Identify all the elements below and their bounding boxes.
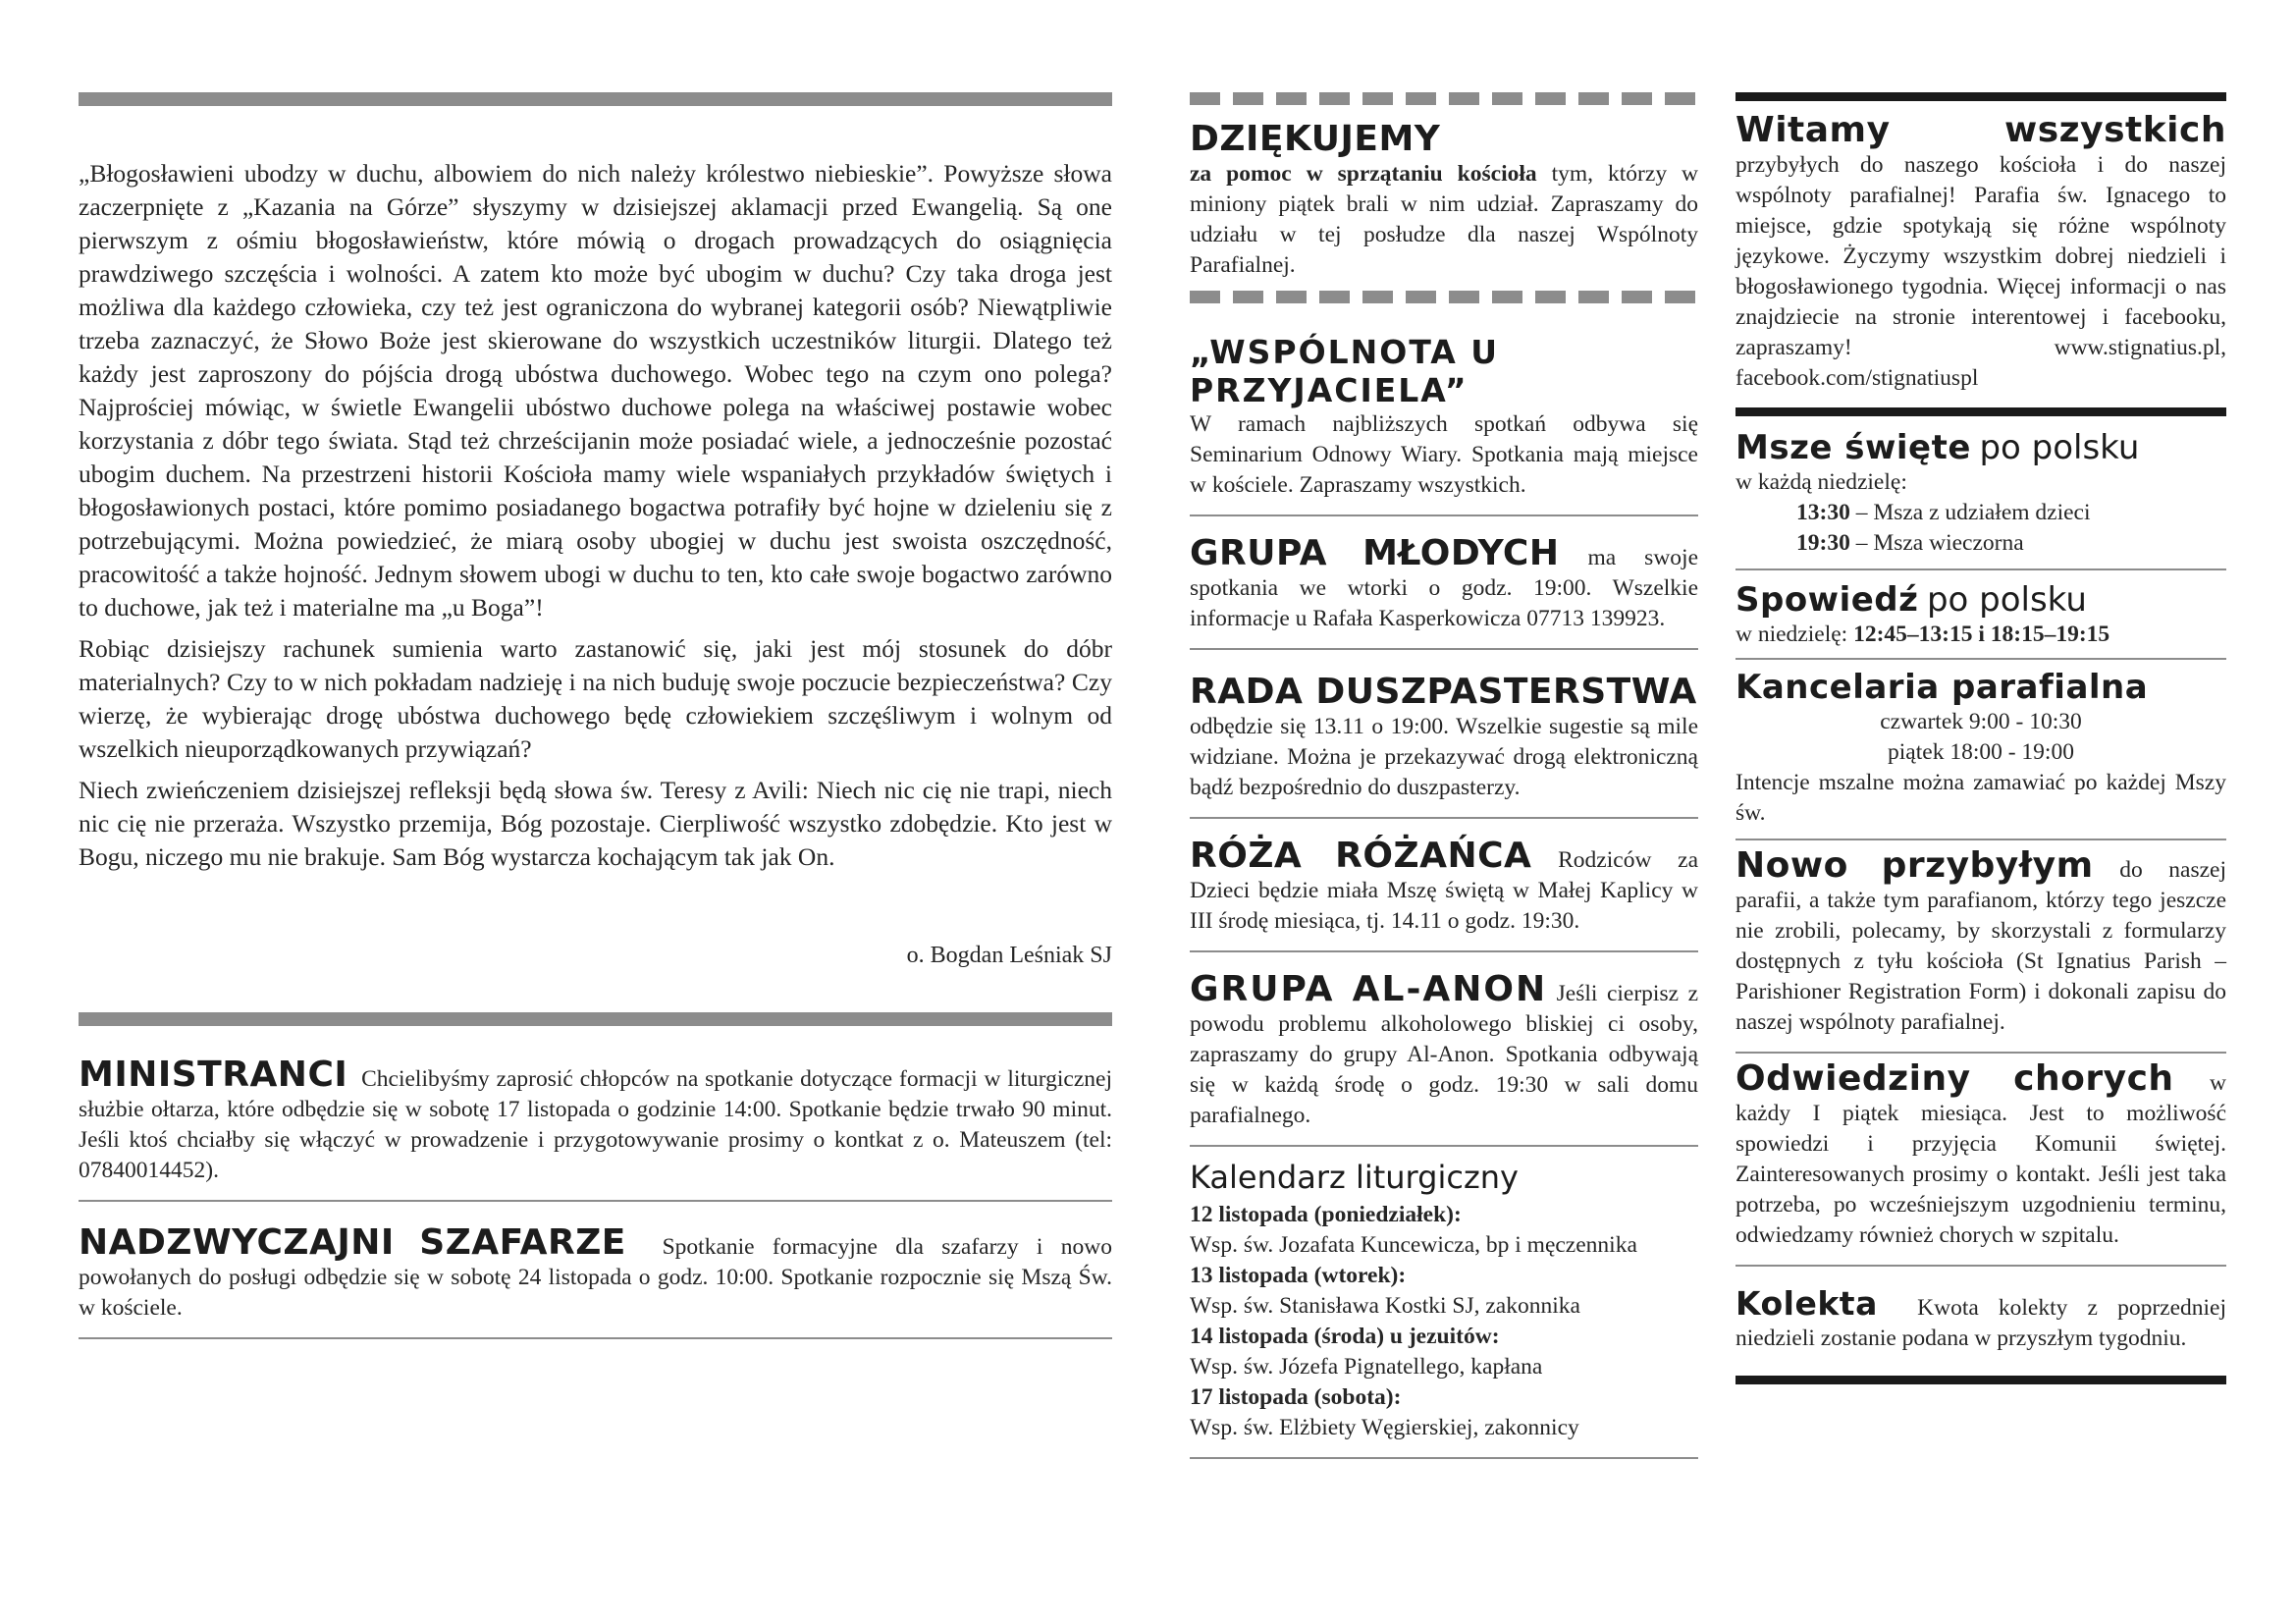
office-note: Intencje mszalne można zamawiać po każdej Mszy św. [1735,770,2226,826]
left-column [79,92,1112,1339]
top-divider [79,92,1112,106]
mass-entry: 19:30 – Msza wieczorna [1796,530,2024,556]
calendar-title: Kalendarz liturgiczny [1190,1159,1519,1196]
sick-title: Odwiedziny chorych [1735,1058,2174,1099]
rada-title: RADA DUSZPASTERSTWA [1190,672,1697,712]
reflection-paragraph-2: Robiąc dzisiejszy rachunek sumienia warto zastanowić się, jaki jest mój stosunek do dóbr materialnych? Czy to w nich pokładam nadzieję i na nich buduję swoje poczucie bezpieczeństwa? Czy wierzę, że wybierając drogę ubóstwa duchowego będę człowiekiem szczęśliwym i wolnym od wszelkich nieuporządkowanych przywiązań? [79,634,1112,763]
kolekta-text: Kwota kolekty z poprzedniej niedzieli zostanie podana w przyszłym tygodniu. [1735,1295,2227,1351]
calendar-feast: Wsp. św. Stanisława Kostki SJ, zakonnika [1190,1293,1580,1319]
calendar-date: 14 listopada (środa) u jezuitów: [1190,1324,1500,1349]
thanks-notice [1190,159,1698,281]
office-hours-1: czwartek 9:00 - 10:30 [1880,709,2082,734]
mlodzi-notice [1190,533,1698,634]
kolekta-title: Kolekta [1735,1284,1878,1323]
alanon-title: GRUPA AL-ANON [1190,969,1548,1009]
mlodzi-title: GRUPA MŁODYCH [1190,533,1560,573]
ministranci-notice [79,1055,1112,1186]
rule [79,1337,1112,1339]
calendar-entry [1190,1261,1698,1322]
office-hours-2: piątek 18:00 - 19:00 [1888,739,2074,765]
calendar-entry [1190,1322,1698,1382]
dashed-divider [1190,291,1698,303]
wspolnota-title: „WSPÓLNOTA U PRZYJACIELA” [1190,333,1500,409]
welcome-text: przybyłych do naszego kościoła i do naszej wspólnoty parafialnej! Parafia św. Ignacego to miejsce, gdzie spotykają się różne wspólnoty językowe. Życzymy wszystkim dobrej niedzieli i błogosławionego tygodnia. Więcej informacji o nas znajdziecie na stronie interentowej i facebooku, zapraszamy! www.stignatius.pl, facebook.com/stignatiuspl [1735,152,2226,391]
reflection-paragraph-3: Niech zwieńczeniem dzisiejszej refleksji będą słowa św. Teresy z Avili: Niech nic cię nie trapi, niech nic cię nie przeraża. Wszystko przemija, Bóg pozostaje. Cierpliwość wszystko zdobędzie. Kto jest w Bogu, niczego mu nie brakuje. Sam Bóg wystarcza kochającym tak jak On. [79,776,1112,871]
newcomers-title: Nowo przybyłym [1735,845,2094,886]
ministranci-text: Chcielibyśmy zaprosić chłopców na spotkanie dotyczące formacji w liturgicznej służbie ołtarza, które odbędzie się w sobotę 17 listopada o godzinie 14:00. Spotkanie będzie trwało 90 minut. Jeśli ktoś chciałby się włączyć w prowadzenie i przygotowywanie prosimy o kontkat z o. Mateuszem (tel: 07840014452). [79,1066,1112,1183]
signature: o. Bogdan Leśniak SJ [906,943,1112,968]
sick-notice [1735,1058,2227,1251]
welcome-notice [1735,110,2226,394]
calendar-feast: Wsp. św. Józefa Pignatellego, kapłana [1190,1354,1543,1380]
kolekta-notice [1735,1284,2227,1354]
confession-title: Spowiedź po polsku [1735,580,2087,620]
roza-text: Rodziców za Dzieci będzie miała Mszę świętą w Małej Kaplicy w III środę miesiąca, tj. 14.11 o godz. 19:30. [1190,847,1699,934]
szafarze-text: Spotkanie formacyjne dla szafarzy i nowo powołanych do posługi odbędzie się w sobotę 24 listopada o godz. 10:00. Spotkanie rozpocznie się Mszą Św. w kościele. [79,1234,1113,1321]
calendar-date: 12 listopada (poniedziałek): [1190,1202,1462,1227]
calendar-list [1190,1200,1698,1443]
top-divider [1735,92,2226,101]
calendar-date: 17 listopada (sobota): [1190,1384,1402,1410]
calendar-date: 13 listopada (wtorek): [1190,1263,1407,1288]
bottom-divider [1735,1376,2226,1384]
wspolnota-text: W ramach najbliższych spotkań odbywa się Seminarium Odnowy Wiary. Spotkania mają miejsce w kościele. Zapraszamy wszystkich. [1190,411,1698,498]
roza-notice [1190,836,1699,937]
rule [1190,1457,1698,1459]
reflection-paragraph-1: „Błogosławieni ubodzy w duchu, albowiem do nich należy królestwo niebieskie”. Powyższe słowa zaczerpnięte z „Kazania na Górze” słyszymy w dzisiejszej aklamacji przed Ewangelią. Są one pierwszym z ośmiu błogosławieństw, które mówią o drogach prowadzących do osiągnięcia prawdziwego szczęścia i wolności. A zatem kto może być ubogim w duchu? Czy taka droga jest możliwa dla każdego człowieka, czy też jest ograniczona do wybranej kategorii osób? Niewątpliwie trzeba zaznaczyć, że Słowo Boże jest skierowane do wszystkich uczestników liturgii. Dlatego też każdy jest zaproszony do pójścia drogą ubóstwa duchowego. Wobec tego na czym ono polega? Najprościej mówiąc, w świetle Ewangelii ubóstwo duchowe polega na właściwej postawie wobec korzystania z dóbr tego świata. Stąd też chrześcijanin może posiadać wiele, a jednocześnie pozostać ubogim duchem. Na przestrzeni historii Kościoła mamy wiele wspaniałych przykładów świętych i błogosławionych postaci, które pomimo posiadanego bogactwa potrafiły być hojne w dzieleniu się z potrzebującymi. Można powiedzieć, że miarą osoby ubogiej w duchu jest swoista oszczędność, pracowitość a także hojność. Jednym słowem ubogi w duchu to ten, kto całe swoje bogactwo zarówno to duchowe, jak też i materialne ma „u Boga”! [79,159,1112,622]
masses-title: Msze święte po polsku [1735,428,2140,467]
mlodzi-text: ma swoje spotkania we wtorki o godz. 19:00. Wszelkie informacje u Rafała Kasperkowicza 07713 139923. [1190,545,1698,631]
calendar-feast: Wsp. św. Elżbiety Węgierskiej, zakonnicy [1190,1415,1579,1440]
rada-text: odbędzie się 13.11 o 19:00. Wszelkie sugestie są mile widziane. Można je przekazywać drogą elektroniczną bądź bezpośrednio do duszpasterzy. [1190,714,1698,800]
calendar-feast: Wsp. św. Jozafata Kuncewicza, bp i męczennika [1190,1232,1637,1258]
calendar-entry [1190,1200,1698,1261]
masses-intro: w każdą niedzielę: [1735,469,1907,495]
middle-column [1190,92,1698,1459]
confession-times: w niedzielę: 12:45–13:15 i 18:15–19:15 [1735,622,2110,647]
alanon-notice [1190,969,1699,1131]
section-divider [79,1012,1112,1026]
office-title: Kancelaria parafialna [1735,668,2149,707]
roza-title: RÓŻA RÓŻAŃCA [1190,836,1532,876]
mass-entry: 13:30 – Msza z udziałem dzieci [1796,500,2091,525]
divider [1735,407,2226,416]
szafarze-notice [79,1222,1113,1324]
alanon-text: Jeśli cierpisz z powodu problemu alkoholowego bliskiej ci osoby, zapraszamy do grupy Al-Anon. Spotkania odbywają się w każdą środę o godz. 19:30 w sali domu parafialnego. [1190,981,1699,1128]
ministranci-title: MINISTRANCI [79,1055,348,1095]
thanks-bold: za pomoc w sprzątaniu kościoła [1190,161,1537,187]
thanks-title: DZIĘKUJEMY [1190,119,1441,159]
newcomers-text: do naszej parafii, a także tym parafianom, którzy tego jeszcze nie zrobili, polecamy, by skorzystali z formularzy dostępnych z tyłu kościoła (St Ignatius Parish – Parishioner Registration Form) i dokonali zapisu do naszej wspólnoty parafialnej. [1735,857,2227,1035]
welcome-title: Witamy wszystkich [1735,110,2226,150]
newcomers-notice [1735,845,2227,1038]
sick-text: w każdy I piątek miesiąca. Jest to możliwość spowiedzi i przyjęcia Komunii świętej. Zainteresowanych prosimy o kontakt. Jeśli jest taka potrzeba, po wcześniejszym uzgodnieniu terminu, odwiedzamy również chorych w szpitalu. [1735,1070,2227,1248]
right-column [1735,92,2226,1384]
calendar-entry [1190,1382,1698,1443]
dashed-divider [1190,92,1698,105]
szafarze-title: NADZWYCZAJNI SZAFARZE [79,1222,626,1263]
thanks-text: tym, którzy w miniony piątek brali w nim udział. Zapraszamy do udziału w tej posłudze dla naszej Wspólnoty Parafialnej. [1190,161,1699,278]
